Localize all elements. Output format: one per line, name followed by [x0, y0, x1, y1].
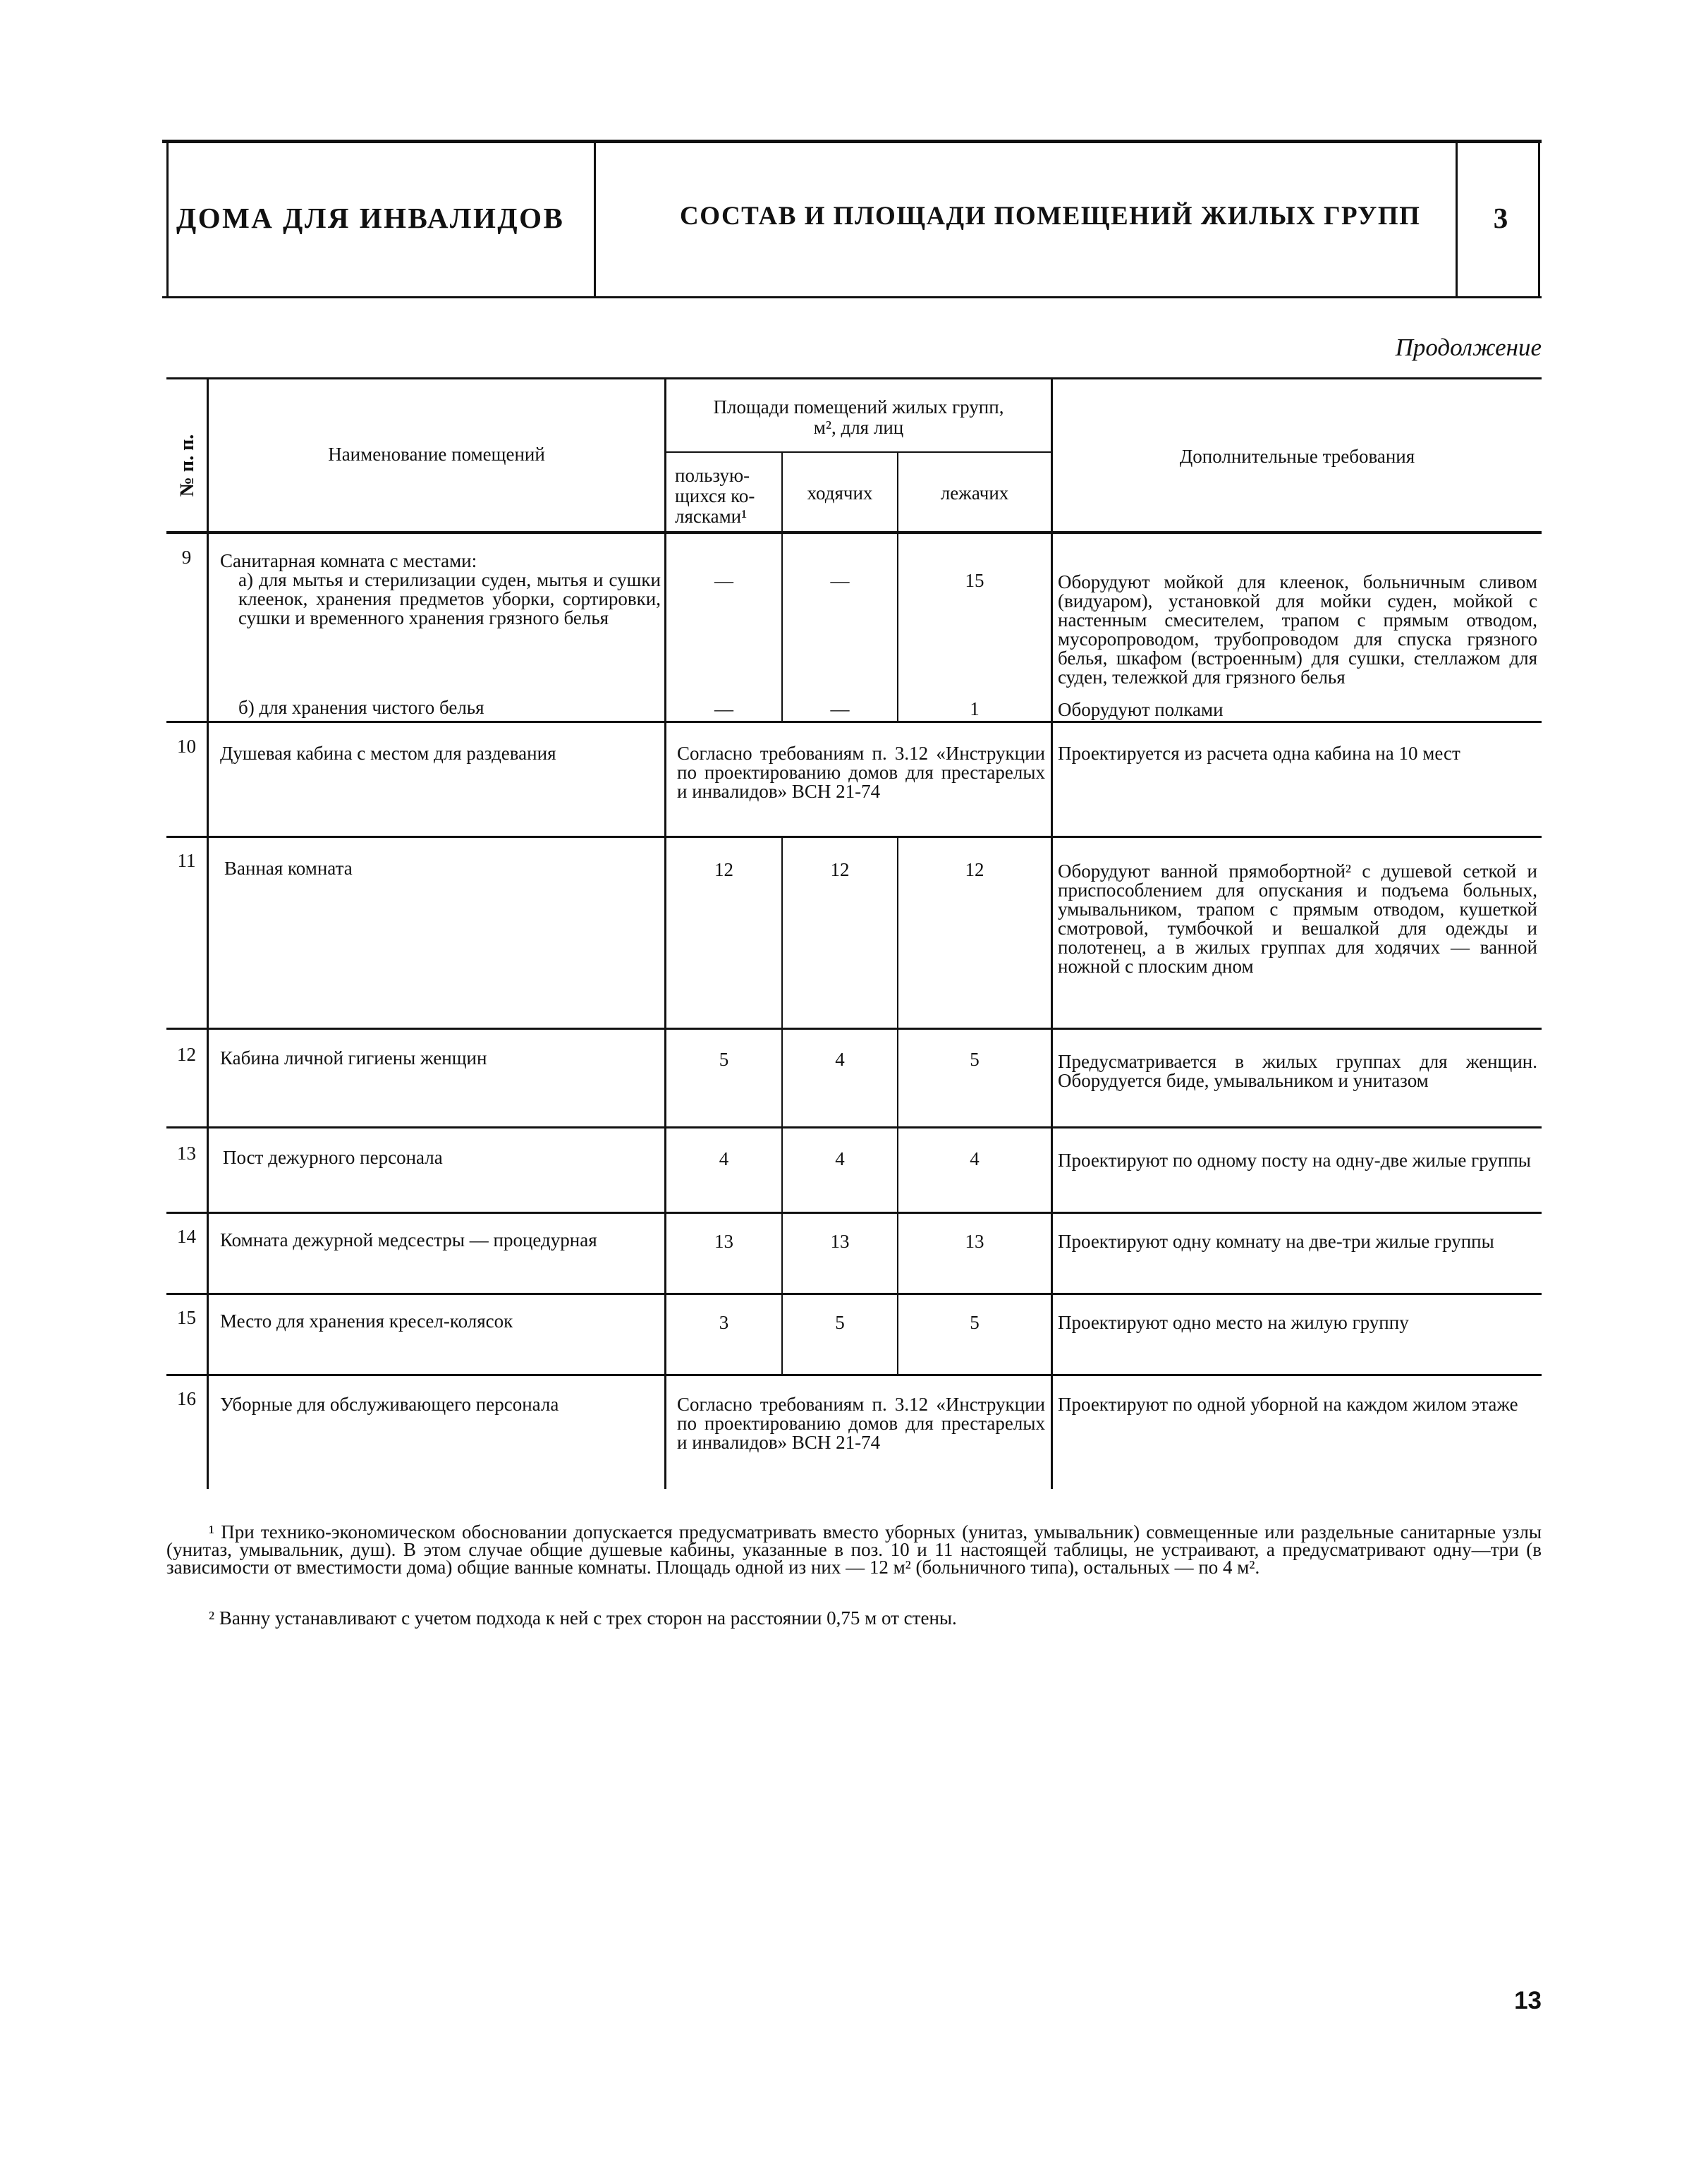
header-walking: ходячих	[807, 482, 873, 504]
row-requirements: Проектируют одно место на жилую группу	[1058, 1312, 1409, 1333]
header-divider-1	[594, 143, 596, 296]
area-walking: 13	[830, 1231, 850, 1252]
area-wheelchair: 4	[719, 1148, 729, 1169]
row-number: 9	[181, 547, 192, 568]
header-wheelchair: пользую- щихся ко- лясками¹	[675, 465, 755, 527]
col-line	[781, 1128, 783, 1212]
col-line	[1051, 534, 1053, 721]
area-lying: 4	[970, 1148, 980, 1169]
row-name: Санитарная комната с местами: а) для мытья и стерилизации суден, мытья и сушки клеенок, хранения предметов уборки, сортировки, сушки и временного хранения грязного белья	[220, 550, 661, 628]
header-lying: лежачих	[940, 482, 1009, 504]
table-top-rule	[166, 377, 1542, 379]
header-left-title: ДОМА ДЛЯ ИНВАЛИДОВ	[176, 202, 565, 234]
row-separator	[166, 1374, 1542, 1376]
area-lying: 15	[965, 570, 984, 591]
row-number: 14	[177, 1226, 196, 1247]
row-requirements: Оборудуют полками	[1058, 699, 1224, 720]
row-separator	[166, 836, 1542, 838]
col-line	[897, 1030, 898, 1126]
row-sub-a: а) для мытья и стерилизации суден, мытья и сушки клеенок, хранения предметов уборки, сортировки, сушки и временного хранения грязного белья	[238, 569, 661, 628]
area-wheelchair: 13	[714, 1231, 733, 1252]
area-walking: 4	[835, 1148, 845, 1169]
area-wheelchair: 12	[714, 859, 733, 880]
area-lying: 12	[965, 859, 984, 880]
col-line	[207, 1214, 209, 1293]
col-line	[207, 838, 209, 1028]
col-line	[207, 1128, 209, 1212]
col-line	[897, 1214, 898, 1293]
row-separator	[166, 1212, 1542, 1214]
row-name: Кабина личной гигиены женщин	[220, 1047, 487, 1069]
continuation-label: Продолжение	[1395, 334, 1542, 361]
row-number: 16	[177, 1388, 196, 1409]
header-number-column: № п. п.	[176, 434, 198, 497]
header-requirements: Дополнительные требования	[1179, 446, 1415, 467]
area-lying: 1	[970, 698, 980, 719]
col-line	[781, 1295, 783, 1374]
col-line	[1051, 1214, 1053, 1293]
col-line	[1051, 723, 1053, 836]
header-top-rule	[162, 140, 1542, 143]
col-line	[207, 1376, 209, 1489]
area-wheelchair: —	[714, 570, 733, 591]
area-walking: 12	[830, 859, 850, 880]
area-wheelchair: 5	[719, 1049, 729, 1070]
header-subgroup-rule	[664, 451, 1051, 453]
col-line	[1051, 1376, 1053, 1489]
area-lying: 13	[965, 1231, 984, 1252]
row-requirements: Проектируется из расчета одна кабина на 10 мест	[1058, 743, 1460, 764]
row-sub-b: б) для хранения чистого белья	[238, 697, 484, 718]
col-line	[1051, 1295, 1053, 1374]
col-line	[1051, 1030, 1053, 1126]
row-requirements: Проектируют одну комнату на две-три жилые группы	[1058, 1231, 1494, 1252]
col-line	[664, 1128, 666, 1212]
col-line	[207, 1295, 209, 1374]
col-line	[1051, 1128, 1053, 1212]
col-line	[664, 723, 666, 836]
row-requirements: Проектируют по одному посту на одну-две жилые группы	[1058, 1150, 1531, 1171]
table-header-bottom-rule	[166, 531, 1542, 534]
header-bottom-rule	[162, 296, 1542, 298]
footnote-2: ² Ванну устанавливают с учетом подхода к ней с трех сторон на расстоянии 0,75 м от стены.	[209, 1607, 957, 1629]
col-line	[664, 1376, 666, 1489]
header-room-name: Наименование помещений	[328, 444, 545, 465]
col-line	[781, 534, 783, 721]
row-requirements: Оборудуют ванной прямобортной² с душевой сеткой и приспособлением для опускания и подъема больных, умывальником, трапом с прямым отводом, кушеткой смотровой, тумбочкой и вешалкой для одежды и полотенец, а в жилых группах для ходячих — ванной ножной с плоским дном	[1058, 860, 1537, 977]
col-line	[207, 723, 209, 836]
area-lying: 5	[970, 1312, 980, 1333]
header-areas-group: Площади помещений жилых групп, м², для лиц	[713, 396, 1004, 438]
page-number: 13	[1514, 1987, 1542, 2014]
row-name: Место для хранения кресел-колясок	[220, 1310, 513, 1332]
row-merged-areas: Согласно требованиям п. 3.12 «Инструкции по проектированию домов для престарелых и инвалидов» ВСН 21-74	[677, 1394, 1045, 1453]
col-line	[207, 534, 209, 721]
row-separator	[166, 1293, 1542, 1295]
col-line	[664, 1295, 666, 1374]
row-separator	[166, 1126, 1542, 1128]
row-name: Душевая кабина с местом для раздевания	[220, 743, 556, 764]
col-line	[664, 1214, 666, 1293]
area-walking: —	[830, 698, 850, 719]
col-line	[664, 534, 666, 721]
row-separator	[166, 721, 1542, 723]
header-divider-2	[1456, 143, 1458, 296]
col-line	[781, 1214, 783, 1293]
row-name: Комната дежурной медсестры — процедурная	[220, 1229, 597, 1251]
row-name: Уборные для обслуживающего персонала	[220, 1394, 559, 1415]
row-number: 10	[177, 736, 196, 757]
col-line	[897, 1128, 898, 1212]
col-line	[1051, 838, 1053, 1028]
header-left-border	[166, 143, 169, 296]
area-wheelchair: —	[714, 698, 733, 719]
row-name: Пост дежурного персонала	[223, 1147, 443, 1168]
col-line	[207, 1030, 209, 1126]
col-line	[781, 1030, 783, 1126]
row-number: 13	[177, 1143, 196, 1164]
row-requirements: Оборудуют мойкой для клеенок, больничным сливом (видуаром), установкой для мойки суден, мойкой с настенным смесителем, трапом с прямым отводом, мусоропроводом, трубопроводом для спуска грязного белья, шкафом (встроенным) для сушки, стеллажом для суден, тележкой для грязного белья	[1058, 571, 1537, 688]
col-line	[897, 534, 898, 721]
area-walking: —	[830, 570, 850, 591]
row-merged-areas: Согласно требованиям п. 3.12 «Инструкции по проектированию домов для престарелых и инвалидов» ВСН 21-74	[677, 743, 1045, 802]
row-number: 12	[177, 1044, 196, 1065]
row-name: Ванная комната	[224, 858, 353, 879]
area-lying: 5	[970, 1049, 980, 1070]
row-number: 11	[177, 850, 196, 871]
row-separator	[166, 1028, 1542, 1030]
area-walking: 5	[835, 1312, 845, 1333]
header-section-number: 3	[1493, 202, 1508, 234]
footnote-1: ¹ При технико-экономическом обосновании допускается предусматривать вместо уборных (унитаз, умывальник) совмещенные или раздельные санитарные узлы (унитаз, умывальник, душ). В этом случае общие душевые кабины, указанные в поз. 10 и 11 настоящей таблицы, не устраивают, а предусматривают одну—три (в зависимости от вместимости дома) общие ванные комнаты. Площадь одной из них — 12 м² (больничного типа), остальных — по 4 м².	[166, 1521, 1542, 1578]
row-number: 15	[177, 1307, 196, 1328]
col-line	[664, 1030, 666, 1126]
area-walking: 4	[835, 1049, 845, 1070]
header-center-title: СОСТАВ И ПЛОЩАДИ ПОМЕЩЕНИЙ ЖИЛЫХ ГРУПП	[680, 202, 1421, 231]
col-line	[897, 1295, 898, 1374]
area-wheelchair: 3	[719, 1312, 729, 1333]
row-requirements: Предусматривается в жилых группах для женщин. Оборудуется биде, умывальником и унитазом	[1058, 1051, 1537, 1091]
row-requirements: Проектируют по одной уборной на каждом жилом этаже	[1058, 1394, 1518, 1415]
